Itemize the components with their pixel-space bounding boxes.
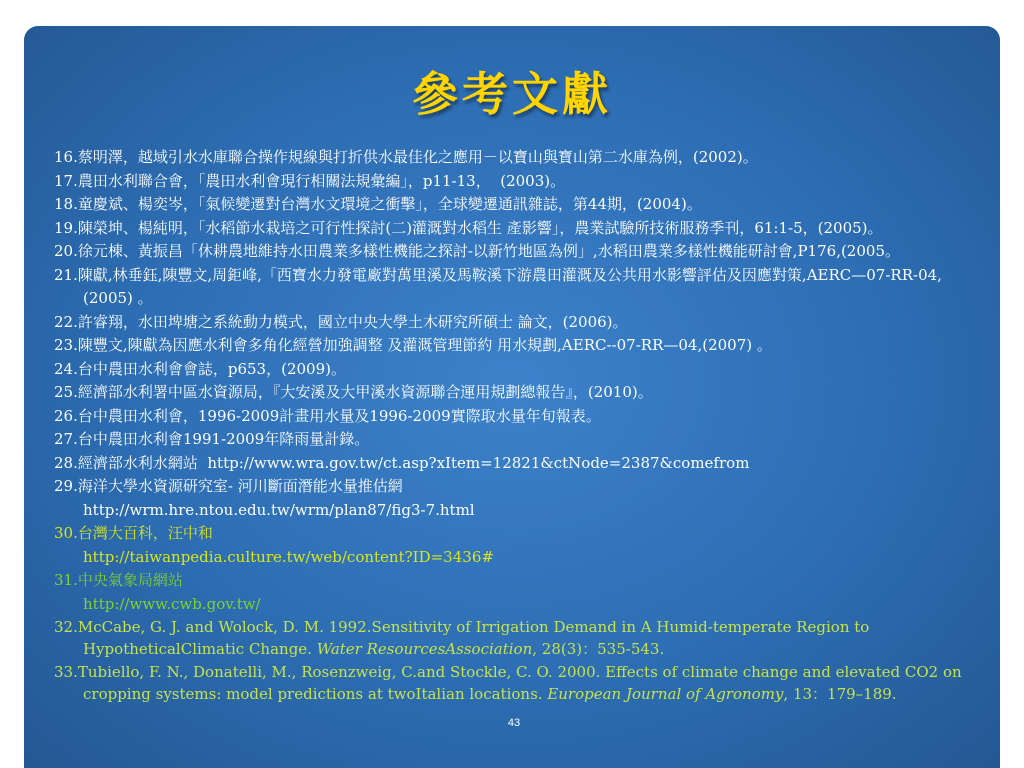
reference-item-21: 21.陳獻,林垂鈺,陳豐文,周鉅峰,「西寶水力發電廠對萬里溪及馬鞍溪下游農田灌溉及公共用水影響評估及因應對策,AERC—07-RR-04, (2005) 。 — [54, 265, 947, 307]
reference-32-text: 32.McCabe, G. J. and Wolock, D. M. 1992.Sensitivity of Irrigation Demand in A Humid-temperate Region to HypotheticalClimatic Change. — [54, 618, 875, 658]
reference-item-29: 29.海洋大學水資源研究室- 河川斷面潛能水量推估網 — [54, 477, 403, 495]
reference-item-17: 17.農田水利聯合會，「農田水利會現行相關法規彙編」，p11-13， (2003)。 — [54, 171, 566, 190]
reference-32-journal: Water ResourcesAssociation — [316, 640, 533, 658]
reference-link-30: http://taiwanpedia.culture.tw/web/content?ID=3436# — [83, 547, 494, 566]
reference-32-pages: , 28(3)：535-543. — [532, 640, 665, 658]
reference-item-22: 22.許睿翔，水田埤塘之系統動力模式，國立中央大學土木研究所碩士 論文，(2006)。 — [54, 312, 628, 331]
reference-list — [54, 146, 976, 705]
reference-item-31: 31.中央氣象局網站 — [54, 571, 183, 589]
reference-link-31: http://www.cwb.gov.tw/ — [83, 594, 261, 613]
reference-item-16: 16.蔡明澤，越域引水水庫聯合操作規線與打折供水最佳化之應用－以寶山與寶山第二水庫為例，(2002)。 — [54, 148, 758, 166]
reference-33-journal: European Journal of Agronomy — [547, 685, 784, 703]
reference-33-pages: , 13：179–189. — [783, 685, 897, 703]
reference-item-19: 19.陳榮坤、楊純明，「水稻節水栽培之可行性探討(二)灌溉對水稻生 產影響」，農業試驗所技術服務季刊，61:1-5，(2005)。 — [54, 218, 883, 237]
reference-item-24: 24.台中農田水利會會誌，p653，(2009)。 — [54, 359, 346, 378]
reference-item-27: 27.台中農田水利會1991-2009年降雨量計錄。 — [54, 430, 370, 448]
reference-item-23: 23.陳豐文,陳獻為因應水利會多角化經營加強調整 及灌溉管理節約 用水規劃,AERC--07-RR—04,(2007) 。 — [54, 336, 772, 354]
reference-item-26: 26.台中農田水利會，1996-2009計畫用水量及1996-2009實際取水量年旬報表。 — [54, 406, 601, 425]
reference-item-25: 25.經濟部水利署中區水資源局，『大安溪及大甲溪水資源聯合運用規劃總報告』，(2010)。 — [54, 383, 653, 401]
reference-item-33 — [54, 661, 976, 705]
reference-item-32 — [54, 616, 976, 660]
reference-item-28: 28.經濟部水利水網站 http://www.wra.gov.tw/ct.asp?xItem=12821&ctNode=2387&comefrom — [54, 453, 750, 472]
reference-item-18: 18.童慶斌、楊奕岑，「氣候變遷對台灣水文環境之衝擊」，全球變遷通訊雜誌，第44期，(2004)。 — [54, 195, 702, 213]
page-number: 43 — [507, 717, 521, 729]
reference-link-29: http://wrm.hre.ntou.edu.tw/wrm/plan87/fig3-7.html — [83, 500, 475, 519]
slide-panel — [24, 26, 1000, 768]
reference-item-30: 30.台灣大百科，汪中和 — [54, 524, 213, 542]
slide-title: 參考文獻 — [412, 67, 612, 121]
reference-33-text: 33.Tubiello, F. N., Donatelli, M., Rosenzweig, C.and Stockle, C. O. 2000. Effects of climate change and elevated CO2 on cropping systems: model predictions at twoItalian locations. — [54, 663, 967, 703]
reference-item-20: 20.徐元棟、黃振昌「休耕農地維持水田農業多樣性機能之探討-以新竹地區為例」,水稻田農業多樣性機能研討會,P176,(2005。 — [54, 242, 900, 260]
